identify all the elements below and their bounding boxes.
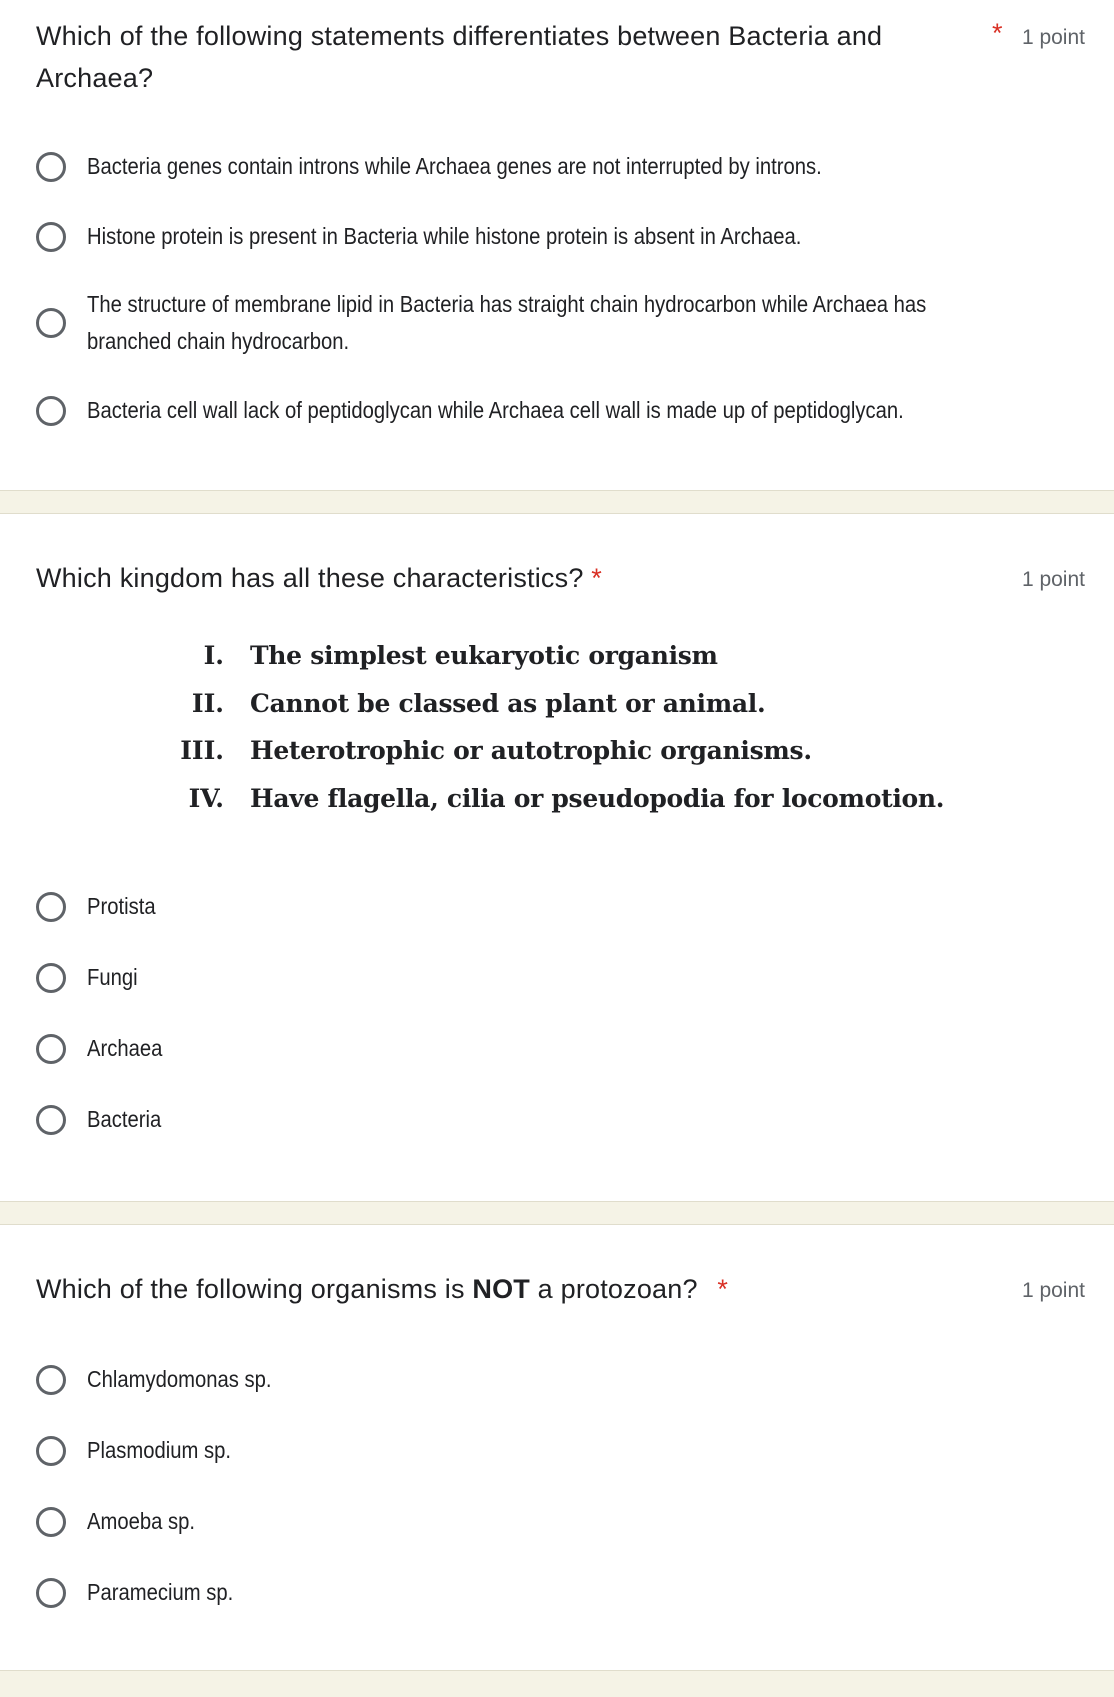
radio-button[interactable] — [36, 152, 66, 182]
characteristic-item: II. Cannot be classed as plant or animal. — [191, 688, 766, 718]
points-label: 1 point — [1021, 1279, 1085, 1302]
radio-button[interactable] — [36, 308, 66, 338]
question-card-1 — [0, 0, 1114, 491]
option-label: The structure of membrane lipid in Bacteria has straight chain hydrocarbon while Archaea has branched chain hydrocarbon. — [87, 291, 927, 354]
radio-button[interactable] — [36, 1034, 66, 1064]
option-protista[interactable] — [36, 888, 1054, 925]
radio-button[interactable] — [36, 1436, 66, 1466]
radio-button[interactable] — [36, 1578, 66, 1608]
option-label: Histone protein is present in Bacteria while histone protein is absent in Archaea. — [87, 223, 802, 249]
option-amoeba[interactable] — [36, 1503, 1054, 1540]
radio-button[interactable] — [36, 1365, 66, 1395]
option-label: Bacteria — [87, 1106, 162, 1132]
required-asterisk: * — [992, 18, 1003, 48]
radio-button[interactable] — [36, 963, 66, 993]
option-q1-d[interactable] — [36, 392, 1054, 429]
points-label: 1 point — [1021, 568, 1085, 591]
option-archaea[interactable] — [36, 1030, 1054, 1067]
question-card-2 — [0, 513, 1114, 1202]
option-plasmodium[interactable] — [36, 1432, 1054, 1469]
option-q1-a[interactable] — [36, 148, 1054, 185]
option-label: Archaea — [87, 1035, 163, 1061]
option-chlamydomonas[interactable] — [36, 1361, 1054, 1398]
question-card-3 — [0, 1224, 1114, 1671]
option-label: Protista — [87, 893, 156, 919]
question-title-2: Which kingdom has all these characteristics? * — [36, 563, 602, 593]
points-label: 1 point — [1021, 26, 1085, 49]
question-title-3: Which of the following organisms is NOT a protozoan? * — [36, 1274, 729, 1304]
option-q1-b[interactable] — [36, 218, 1054, 255]
question-title-1: Which of the following statements differentiates between Bacteria and Archaea? — [36, 21, 883, 93]
option-label: Bacteria cell wall lack of peptidoglycan while Archaea cell wall is made up of peptidoglycan. — [87, 397, 904, 423]
option-label: Amoeba sp. — [87, 1508, 196, 1534]
required-asterisk: * — [591, 563, 602, 593]
emphasis-not: NOT — [472, 1274, 530, 1304]
radio-button[interactable] — [36, 892, 66, 922]
option-fungi[interactable] — [36, 959, 1054, 996]
characteristic-item: IV. Have flagella, cilia or pseudopodia for locomotion. — [188, 783, 945, 813]
option-bacteria[interactable] — [36, 1101, 1054, 1138]
radio-button[interactable] — [36, 1105, 66, 1135]
characteristic-item: I. The simplest eukaryotic organism — [203, 641, 718, 671]
radio-button[interactable] — [36, 1507, 66, 1537]
characteristics-list — [160, 632, 944, 822]
radio-button[interactable] — [36, 222, 66, 252]
option-label: Chlamydomonas sp. — [87, 1366, 272, 1392]
radio-button[interactable] — [36, 396, 66, 426]
option-label: Paramecium sp. — [87, 1579, 234, 1605]
option-label: Plasmodium sp. — [87, 1437, 231, 1463]
characteristic-item: III. Heterotrophic or autotrophic organisms. — [180, 736, 812, 766]
option-q1-c[interactable] — [36, 286, 1054, 360]
option-label: Fungi — [87, 964, 138, 990]
option-paramecium[interactable] — [36, 1574, 1054, 1611]
required-asterisk: * — [717, 1274, 729, 1304]
option-label: Bacteria genes contain introns while Archaea genes are not interrupted by introns. — [87, 153, 822, 179]
